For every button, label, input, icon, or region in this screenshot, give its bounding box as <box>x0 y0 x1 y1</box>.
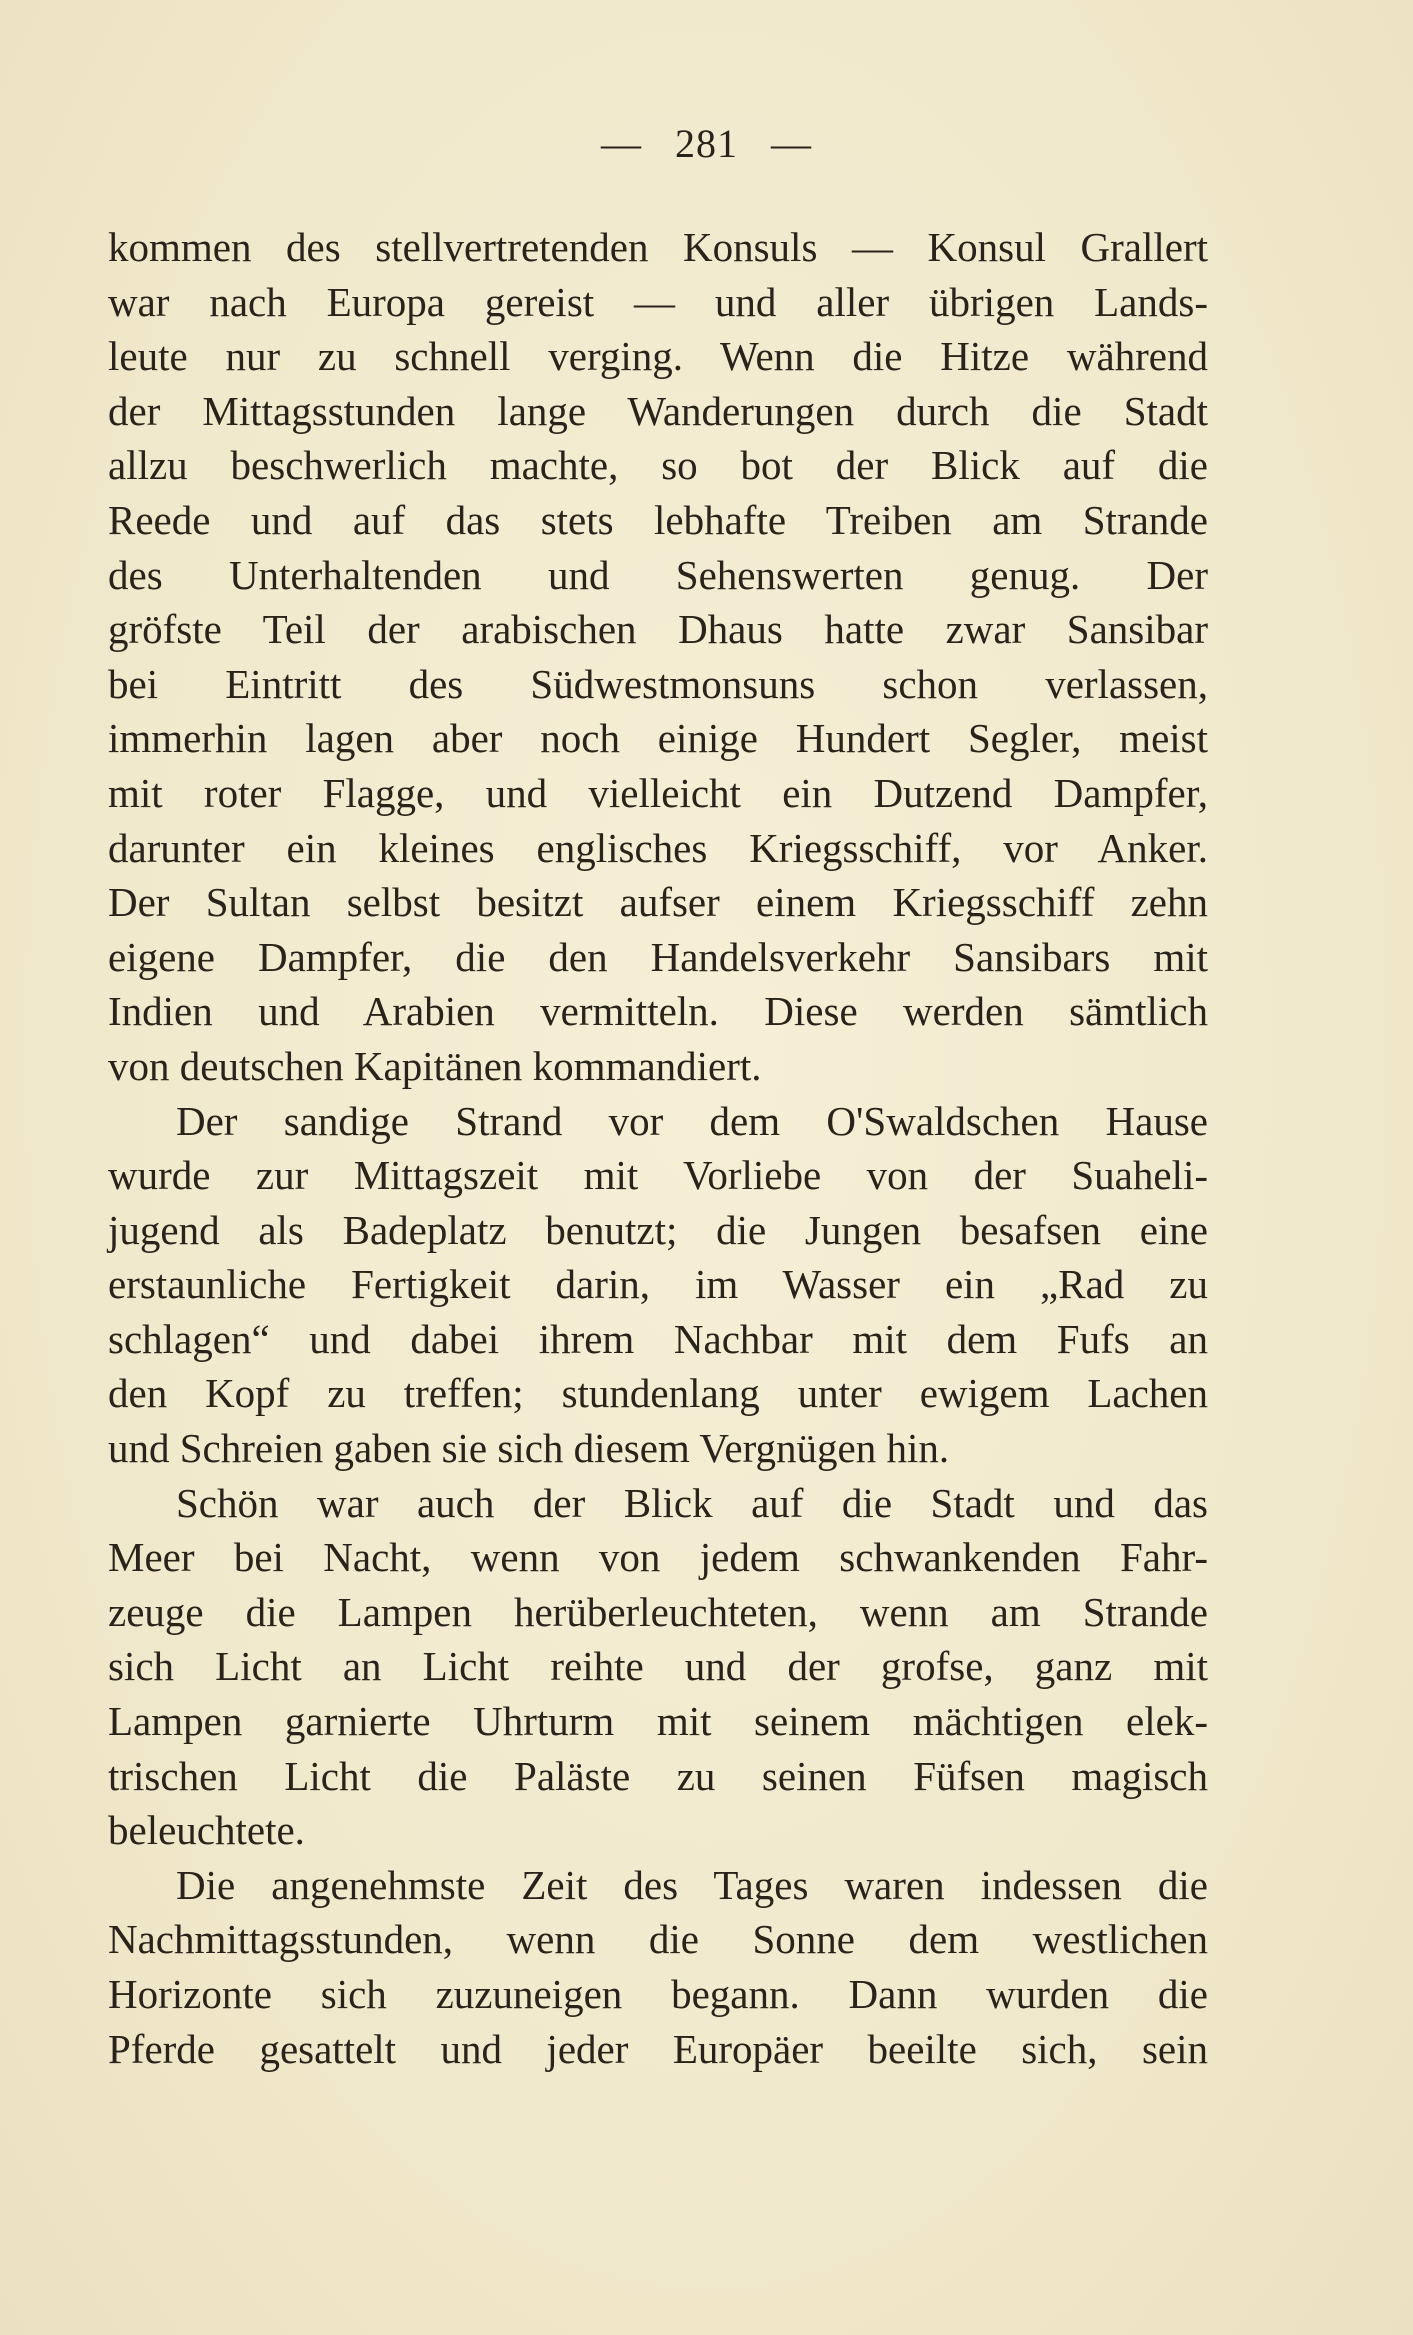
text-line-12: darunter ein kleines englisches Kriegsschiff, vor Anker. <box>108 824 1208 871</box>
text-line-21: schlagen“ und dabei ihrem Nachbar mit dem Fufs an <box>108 1315 1208 1362</box>
text-line-27: sich Licht an Licht reihte und der grofse, ganz mit <box>108 1643 1208 1690</box>
text-line-13: Der Sultan selbst besitzt aufser einem Kriegsschiff zehn <box>108 879 1208 926</box>
text-line-26: zeuge die Lampen herüberleuchteten, wenn am Strande <box>108 1588 1208 1635</box>
text-line-2: war nach Europa gereist — und aller übrigen Lands- <box>108 278 1208 325</box>
text-line-17: Der sandige Strand vor dem O'Swaldschen Hause <box>176 1097 1208 1144</box>
text-line-14: eigene Dampfer, die den Handelsverkehr Sansibars mit <box>108 933 1208 980</box>
text-line-3: leute nur zu schnell verging. Wenn die Hitze während <box>108 333 1208 380</box>
text-line-1: kommen des stellvertretenden Konsuls — Konsul Grallert <box>108 224 1208 270</box>
page-number-header: — 281 — <box>601 121 812 166</box>
text-line-34: Pferde gesattelt und jeder Europäer beeilte sich, sein <box>108 2025 1208 2072</box>
text-line-20: erstaunliche Fertigkeit darin, im Wasser ein „Rad zu <box>108 1261 1208 1308</box>
text-line-33: Horizonte sich zuzuneigen begann. Dann wurden die <box>108 1971 1208 2017</box>
text-line-31: Die angenehmste Zeit des Tages waren indessen die <box>176 1861 1208 1908</box>
text-line-29: trischen Licht die Paläste zu seinen Füfsen magisch <box>108 1752 1208 1799</box>
text-line-23: und Schreien gaben sie sich diesem Vergnügen hin. <box>108 1425 950 1472</box>
text-line-24: Schön war auch der Blick auf die Stadt und das <box>176 1479 1208 1526</box>
text-line-16: von deutschen Kapitänen kommandiert. <box>108 1042 762 1089</box>
text-line-6: Reede und auf das stets lebhafte Treiben am Strande <box>108 496 1208 543</box>
text-line-15: Indien und Arabien vermitteln. Diese werden sämtlich <box>108 988 1208 1035</box>
text-line-4: der Mittagsstunden lange Wanderungen durch die Stadt <box>108 387 1208 434</box>
text-line-7: des Unterhaltenden und Sehenswerten genug. Der <box>108 551 1208 598</box>
text-line-9: bei Eintritt des Südwestmonsuns schon verlassen, <box>108 660 1208 707</box>
text-line-5: allzu beschwerlich machte, so bot der Blick auf die <box>108 442 1208 489</box>
text-line-32: Nachmittagsstunden, wenn die Sonne dem westlichen <box>108 1916 1208 1963</box>
text-line-30: beleuchtete. <box>108 1807 305 1854</box>
text-line-8: gröfste Teil der arabischen Dhaus hatte zwar Sansibar <box>108 606 1208 653</box>
text-line-25: Meer bei Nacht, wenn von jedem schwankenden Fahr- <box>108 1534 1208 1581</box>
body-text <box>108 220 1208 2076</box>
text-line-10: immerhin lagen aber noch einige Hundert Segler, meist <box>108 715 1208 762</box>
text-line-18: wurde zur Mittagszeit mit Vorliebe von der Suaheli- <box>108 1152 1208 1199</box>
text-line-22: den Kopf zu treffen; stundenlang unter ewigem Lachen <box>108 1370 1208 1417</box>
text-line-11: mit roter Flagge, und vielleicht ein Dutzend Dampfer, <box>108 769 1208 816</box>
text-line-28: Lampen garnierte Uhrturm mit seinem mächtigen elek- <box>108 1698 1208 1745</box>
text-line-19: jugend als Badeplatz benutzt; die Jungen besafsen eine <box>108 1206 1208 1253</box>
